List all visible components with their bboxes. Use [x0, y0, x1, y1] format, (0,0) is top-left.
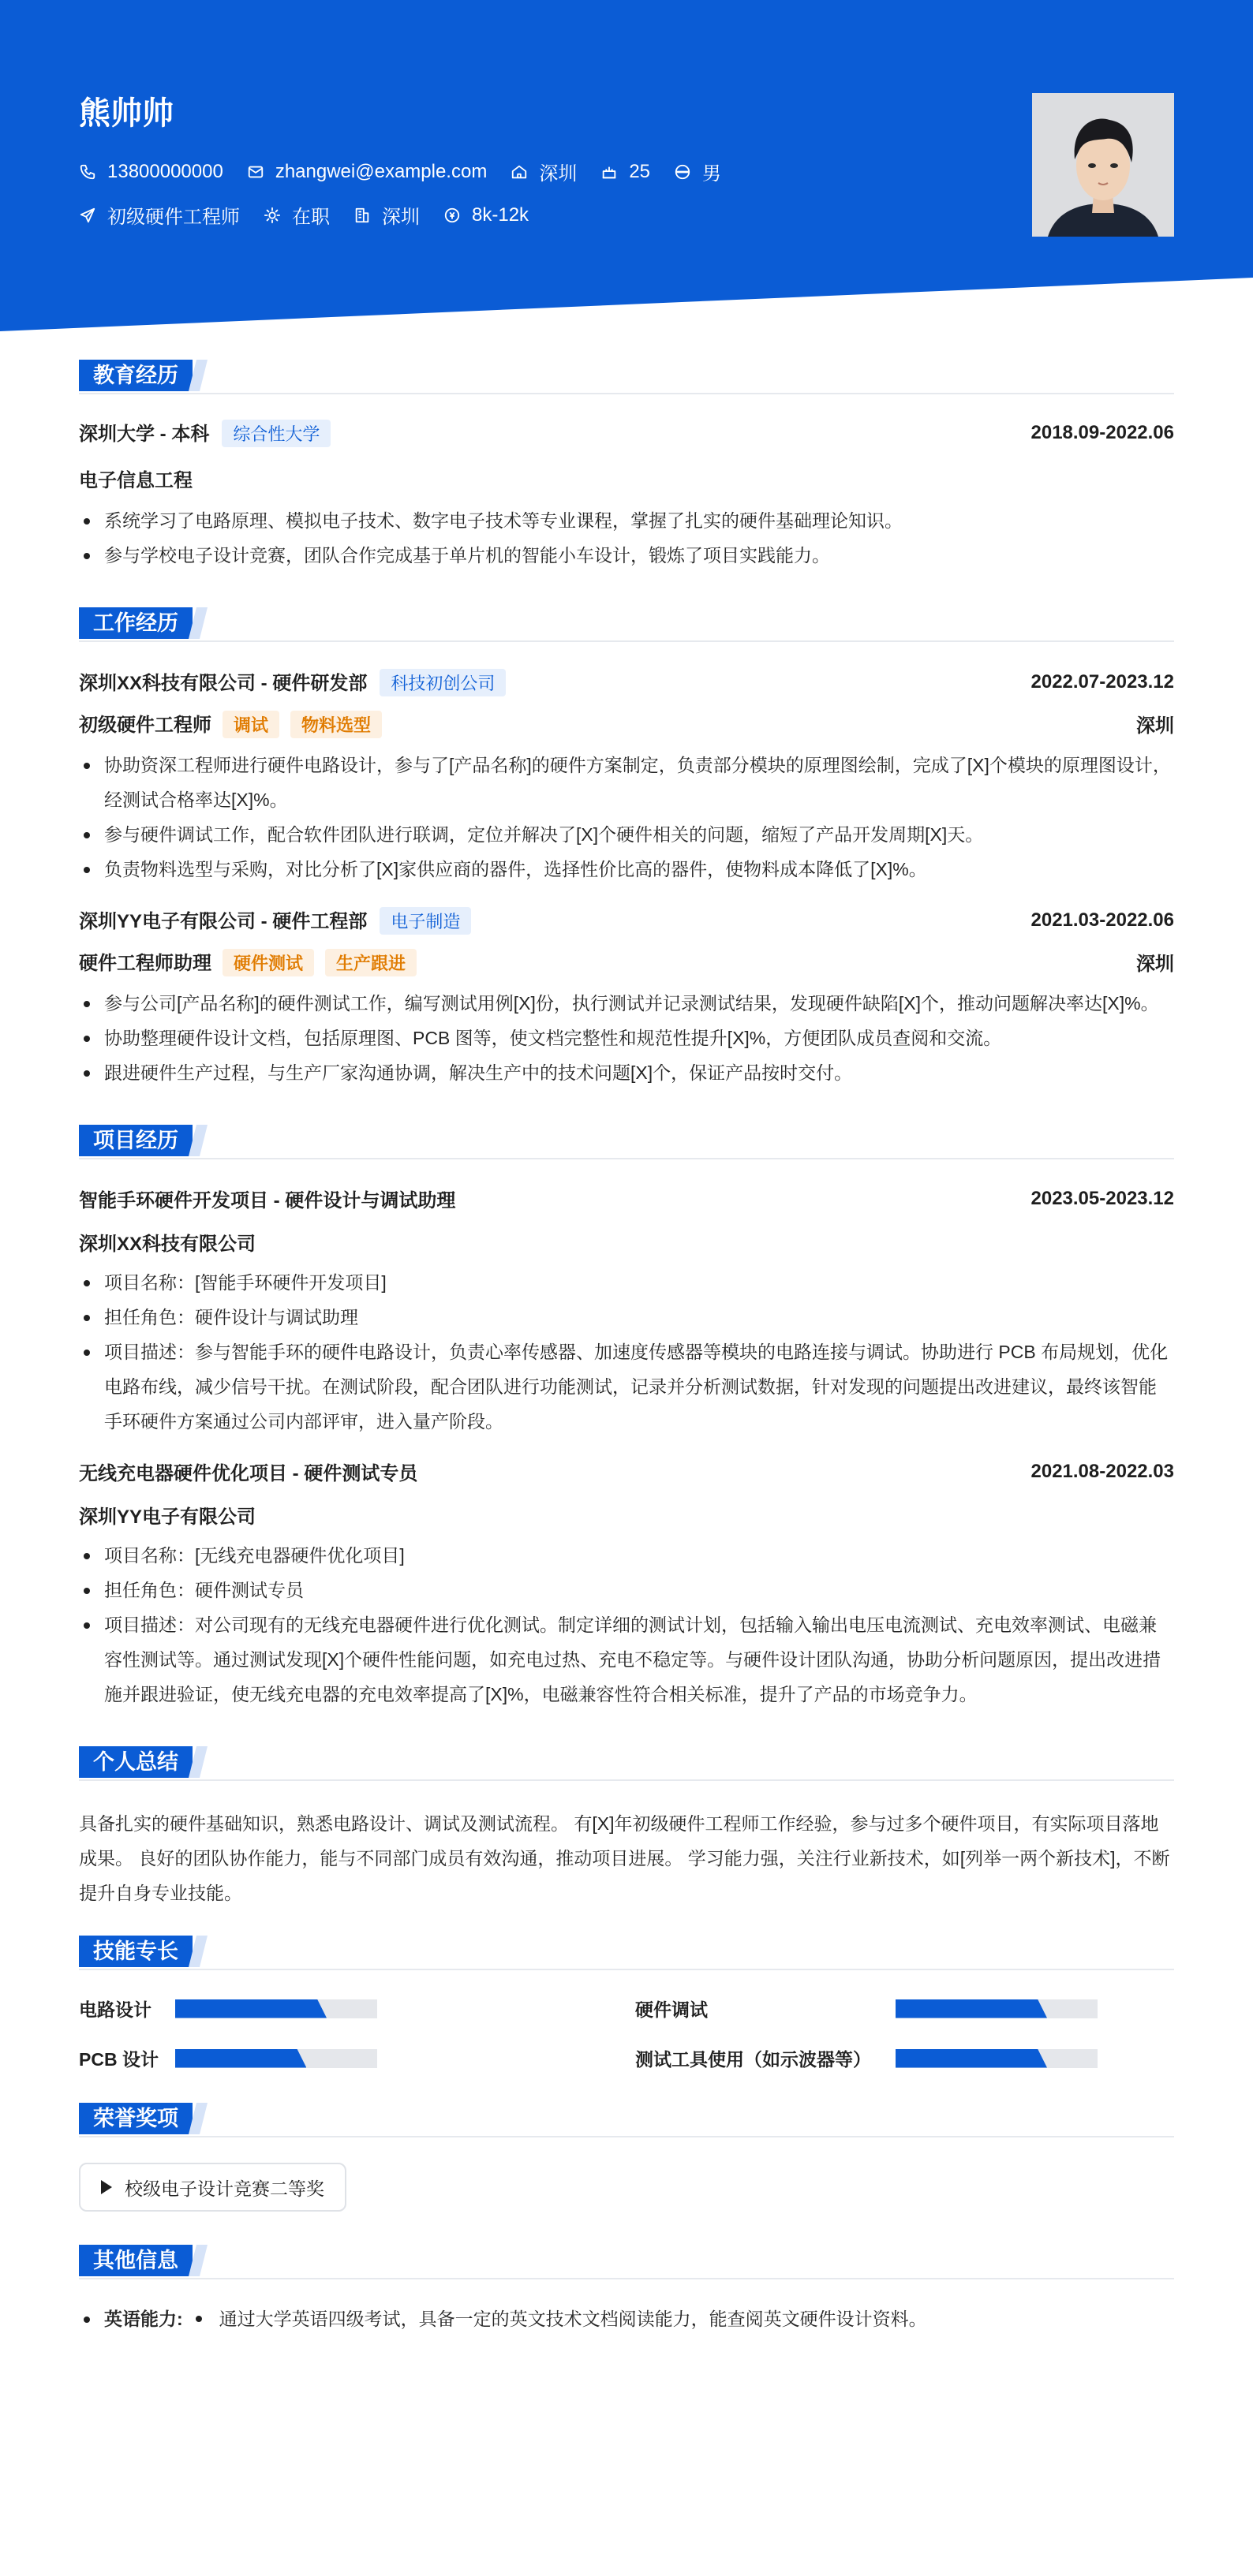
target-city-item: [353, 201, 420, 229]
work-location: 深圳: [1136, 954, 1174, 975]
award-item: [79, 2163, 346, 2212]
list-item: 担任角色：硬件设计与调试助理: [79, 1300, 1174, 1335]
list-item: 系统学习了电路原理、模拟电子技术、数字电子技术等专业课程，掌握了扎实的硬件基础理论知识。: [79, 503, 1174, 538]
education-date: 2018.09-2022.06: [1030, 421, 1174, 443]
work-bullets: [79, 748, 1174, 887]
work-header-row: [79, 667, 1174, 696]
list-item: 项目描述：对公司现有的无线充电器硬件进行优化测试。制定详细的测试计划，包括输入输出电压电流测试、充电效率测试、电磁兼容性测试等。通过测试发现[X]个硬件性能问题，如充电过热、充电不稳定等。与硬件设计团队沟通，协助分析问题原因，提出改进措施并跟进验证，使无线充电器的充电效率提高了[X]%，电磁兼容性符合相关标准，提升了产品的市场竞争力。: [79, 1607, 1174, 1712]
school-tag: 综合性大学: [222, 420, 331, 447]
list-item: 参与硬件调试工作，配合软件团队进行联调，定位并解决了[X]个硬件相关的问题，缩短了产品开发周期[X]天。: [79, 817, 1174, 852]
work-entry-2: [79, 905, 1174, 1090]
summary-title: 个人总结: [79, 1746, 193, 1778]
list-item: [79, 2302, 1174, 2336]
position-text: 初级硬件工程师: [107, 207, 240, 228]
work-entry-1: [79, 667, 1174, 887]
phone-text: 13800000000: [107, 160, 223, 182]
salary-text: 8k-12k: [472, 203, 529, 226]
company-name: 深圳YY电子有限公司 - 硬件工程部: [79, 911, 368, 932]
skill-bar-fill: [896, 2049, 1047, 2068]
profile-photo: [1032, 93, 1174, 237]
candidate-name: 熊帅帅: [79, 96, 174, 131]
list-item: 担任角色：硬件测试专员: [79, 1573, 1174, 1607]
other-section-header: [79, 2242, 1174, 2279]
company-tag: 科技初创公司: [380, 669, 506, 696]
skill-bar: [896, 2049, 1098, 2068]
education-title: 教育经历: [79, 360, 193, 391]
target-city-text: 深圳: [382, 207, 420, 228]
mail-icon: [247, 163, 264, 181]
role-name: 硬件工程师助理: [79, 953, 211, 974]
award-text: 校级电子设计竞赛二等奖: [125, 2178, 324, 2199]
role-name: 初级硬件工程师: [79, 715, 211, 736]
skill-item: [79, 1995, 635, 2022]
status-item: [264, 201, 330, 229]
project-title: 无线充电器硬件优化项目 - 硬件测试专员: [79, 1463, 418, 1484]
project-header-row: [79, 1458, 1174, 1485]
skill-bar-fill: [175, 1999, 327, 2018]
skill-bar-fill: [896, 1999, 1047, 2018]
project-title: 智能手环硬件开发项目 - 硬件设计与调试助理: [79, 1190, 456, 1211]
gender-text: 男: [702, 163, 722, 185]
other-label: 英语能力:: [104, 2309, 183, 2329]
work-title: 工作经历: [79, 607, 193, 639]
age-item: [600, 161, 650, 183]
skill-item: [635, 1995, 1174, 2022]
list-item: 参与学校电子设计竞赛，团队合作完成基于单片机的智能小车设计，锻炼了项目实践能力。: [79, 538, 1174, 573]
contact-row: [79, 158, 745, 185]
home-icon: [511, 163, 528, 181]
other-list: [79, 2302, 1174, 2336]
role-row: [79, 947, 1174, 976]
status-text: 在职: [292, 207, 330, 228]
skill-bar: [896, 1999, 1098, 2018]
resume-content: [79, 357, 1174, 2336]
education-major: 电子信息工程: [79, 470, 193, 491]
gender-item: [674, 158, 721, 185]
skill-name: PCB 设计: [79, 2049, 159, 2070]
coin-icon: [443, 207, 461, 224]
work-date: 2021.03-2022.06: [1030, 909, 1174, 931]
city-text: 深圳: [539, 163, 578, 185]
role-tag: 物料选型: [290, 711, 382, 738]
role-tag: 生产跟进: [325, 949, 417, 976]
company-tag: 电子制造: [380, 907, 471, 935]
list-item: 项目名称：[智能手环硬件开发项目]: [79, 1265, 1174, 1300]
summary-text: 具备扎实的硬件基础知识，熟悉电路设计、调试及测试流程。 有[X]年初级硬件工程师工作经验，参与过多个硬件项目，有实际项目落地成果。 良好的团队协作能力，能与不同部门成员有效沟通，推动项目进展。 学习能力强，关注行业新技术，如[列举一两个新技术]，不断提升自身专业技能。: [79, 1813, 1170, 1903]
email-item: [247, 161, 488, 183]
list-item: 负责物料选型与采购，对比分析了[X]家供应商的器件，选择性价比高的器件，使物料成本降低了[X]%。: [79, 852, 1174, 887]
job-intent-row: [79, 201, 552, 229]
work-location: 深圳: [1136, 715, 1174, 737]
projects-section-header: [79, 1122, 1174, 1159]
school-name: 深圳大学 - 本科: [79, 424, 210, 445]
work-date: 2022.07-2023.12: [1030, 670, 1174, 693]
education-section-header: [79, 357, 1174, 394]
project-header-row: [79, 1185, 1174, 1212]
skill-name: 测试工具使用（如示波器等）: [635, 2049, 871, 2070]
work-bullets: [79, 986, 1174, 1090]
skill-name: 硬件调试: [635, 1999, 708, 2020]
other-title: 其他信息: [79, 2245, 193, 2276]
skills-grid: [79, 1995, 1174, 2071]
list-item: 项目描述：参与智能手环的硬件电路设计，负责心率传感器、加速度传感器等模块的电路连接与调试。协助进行 PCB 布局规划，优化电路布线，减少信号干扰。在测试阶段，配合团队进行功能测试，记录并分析测试数据，针对发现的问题提出改进建议，最终该智能手环硬件方案通过公司内部评审，进入量产阶段。: [79, 1335, 1174, 1439]
avatar-portrait: [1032, 93, 1174, 237]
skills-title: 技能专长: [79, 1936, 193, 1967]
role-row: [79, 709, 1174, 738]
list-item: 跟进硬件生产过程，与生产厂家沟通协调，解决生产中的技术问题[X]个，保证产品按时交付。: [79, 1055, 1174, 1090]
project-company: 深圳YY电子有限公司: [79, 1506, 256, 1528]
list-item: 协助资深工程师进行硬件电路设计，参与了[产品名称]的硬件方案制定，负责部分模块的原理图绘制，完成了[X]个模块的原理图设计，经测试合格率达[X]%。: [79, 748, 1174, 817]
list-item: 项目名称：[无线充电器硬件优化项目]: [79, 1538, 1174, 1573]
email-text: zhangwei@example.com: [275, 160, 488, 182]
phone-item: [79, 161, 223, 183]
projects-title: 项目经历: [79, 1125, 193, 1156]
list-item: 协助整理硬件设计文档，包括原理图、PCB 图等，使文档完整性和规范性提升[X]%，方便团队成员查阅和交流。: [79, 1021, 1174, 1055]
sun-icon: [264, 207, 281, 224]
skill-bar: [175, 2049, 377, 2068]
person-icon: [674, 163, 691, 181]
project-entry-2: [79, 1458, 1174, 1712]
awards-section-header: [79, 2100, 1174, 2137]
salary-item: [443, 204, 529, 226]
other-text: 通过大学英语四级考试，具备一定的英文技术文档阅读能力，能查阅英文硬件设计资料。: [219, 2309, 927, 2329]
age-text: 25: [629, 160, 651, 182]
education-bullets: [79, 503, 1174, 573]
role-tag: 硬件测试: [223, 949, 314, 976]
project-bullets: [79, 1265, 1174, 1439]
company-name: 深圳XX科技有限公司 - 硬件研发部: [79, 673, 368, 694]
list-item: 参与公司[产品名称]的硬件测试工作，编写测试用例[X]份，执行测试并记录测试结果，发现硬件缺陷[X]个，推动问题解决率达[X]%。: [79, 986, 1174, 1021]
work-header-row: [79, 905, 1174, 935]
awards-title: 荣誉奖项: [79, 2103, 193, 2134]
summary-section-header: [79, 1743, 1174, 1781]
skill-name: 电路设计: [79, 1999, 151, 2020]
building-icon: [353, 207, 371, 224]
project-date: 2023.05-2023.12: [1030, 1187, 1174, 1209]
project-company: 深圳XX科技有限公司: [79, 1234, 256, 1255]
skill-bar: [175, 1999, 377, 2018]
skills-section-header: [79, 1932, 1174, 1970]
phone-icon: [79, 163, 96, 181]
caret-right-icon: [101, 2180, 112, 2194]
cake-icon: [600, 163, 618, 181]
work-section-header: [79, 604, 1174, 642]
city-item: [511, 158, 577, 185]
project-bullets: [79, 1538, 1174, 1712]
project-entry-1: [79, 1185, 1174, 1439]
position-item: [79, 201, 240, 229]
education-header-row: [79, 418, 1174, 447]
bullet-dot: [196, 2316, 202, 2322]
role-tag: 调试: [223, 711, 279, 738]
skill-bar-fill: [175, 2049, 306, 2068]
skill-item: [79, 2045, 635, 2071]
skill-item: [635, 2045, 1174, 2071]
send-icon: [79, 207, 96, 224]
project-date: 2021.08-2022.03: [1030, 1460, 1174, 1482]
